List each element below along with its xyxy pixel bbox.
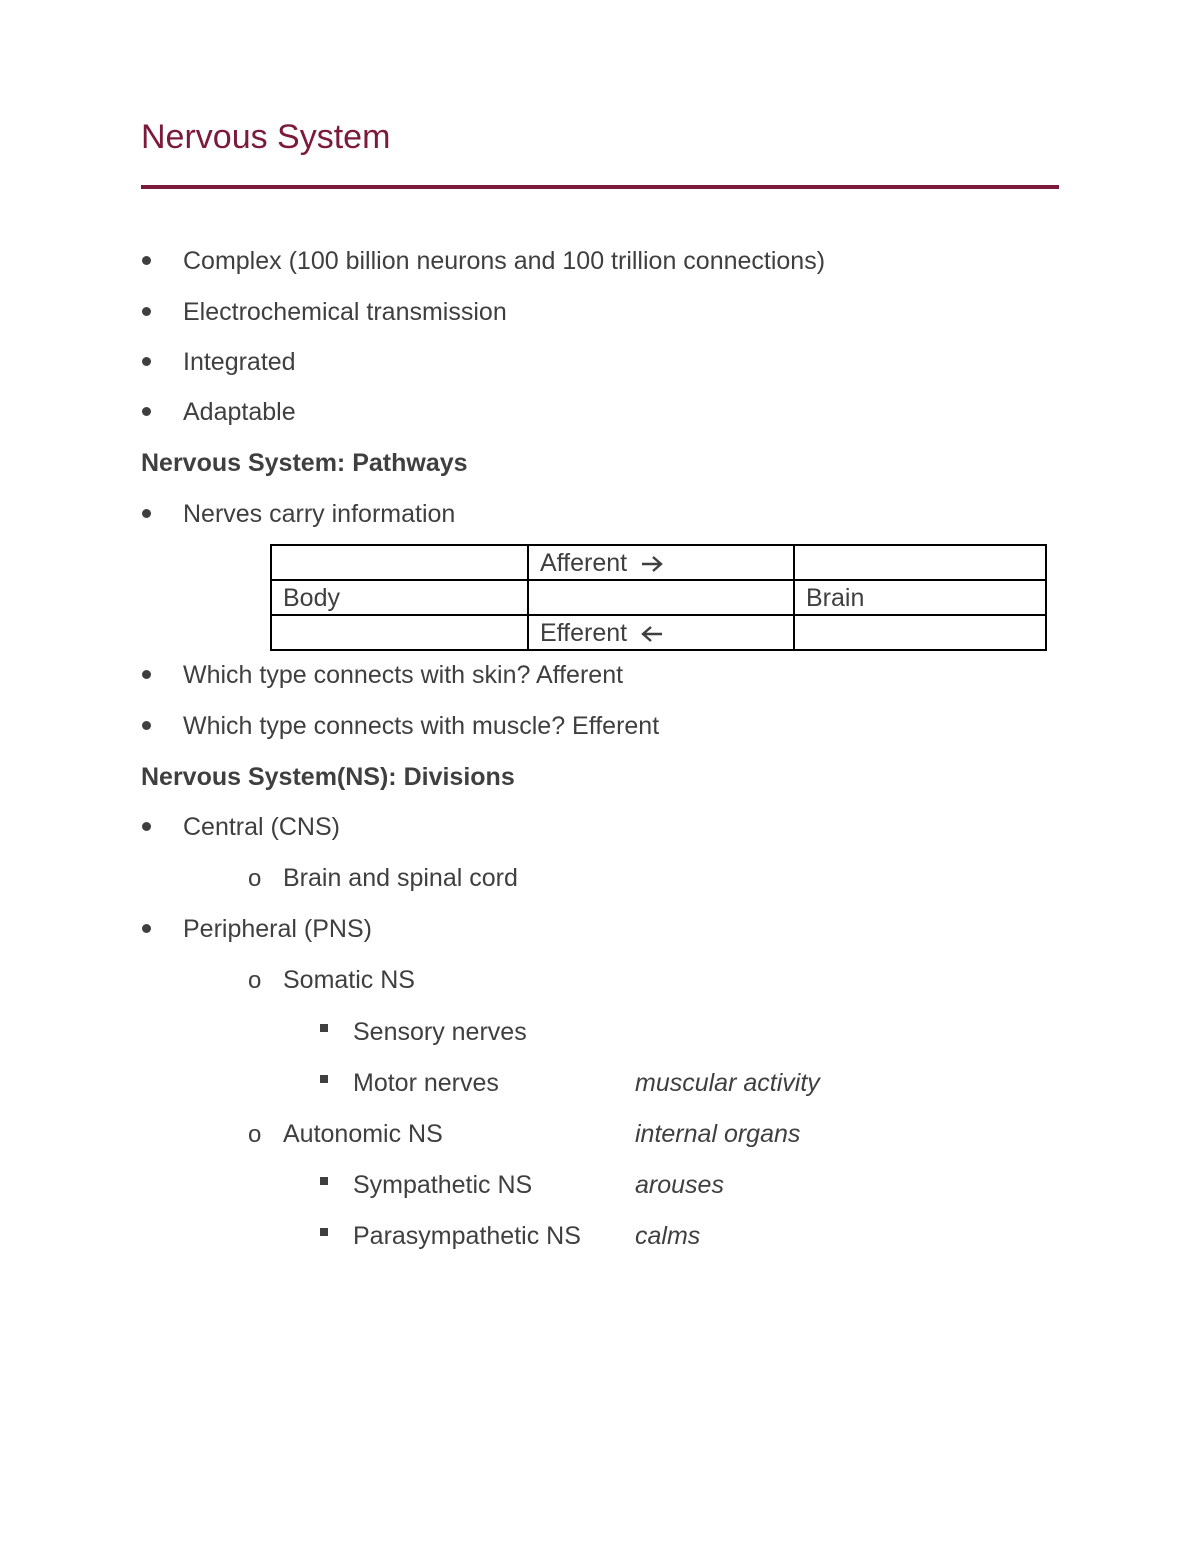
arrow-right-icon — [640, 554, 664, 574]
intro-bullet-adaptable: Adaptable — [183, 398, 296, 426]
title-underline — [141, 185, 1059, 189]
parasympathetic-item: Parasympathetic NS — [353, 1222, 581, 1250]
intro-bullet-complex: Complex (100 billion neurons and 100 trillion connections) — [183, 247, 826, 275]
efferent-label: Efferent — [540, 618, 628, 647]
bullet-dot — [142, 924, 151, 933]
bullet-dot — [142, 256, 151, 265]
table-cell-empty — [528, 580, 794, 615]
circle-bullet: o — [248, 865, 262, 892]
square-bullet — [320, 1024, 328, 1032]
table-cell-efferent — [528, 615, 794, 650]
motor-item: Motor nerves — [353, 1069, 499, 1097]
brain-label: Brain — [806, 583, 865, 612]
question-skin: Which type connects with skin? Afferent — [183, 661, 624, 689]
table-cell-empty — [271, 615, 528, 650]
table-row — [271, 580, 1046, 615]
bullet-dot — [142, 822, 151, 831]
table-cell-body — [271, 580, 528, 615]
page-title: Nervous System — [141, 118, 391, 156]
autonomic-item: Autonomic NS — [283, 1120, 443, 1148]
divisions-heading: Nervous System(NS): Divisions — [141, 763, 515, 791]
autonomic-note: internal organs — [635, 1120, 801, 1148]
table-cell-empty — [794, 615, 1046, 650]
parasympathetic-note: calms — [635, 1222, 701, 1250]
sympathetic-note: arouses — [635, 1171, 724, 1199]
square-bullet — [320, 1177, 328, 1185]
bullet-dot — [142, 670, 151, 679]
square-bullet — [320, 1228, 328, 1236]
central-item: Central (CNS) — [183, 813, 340, 841]
bullet-dot — [142, 407, 151, 416]
bullet-dot — [142, 357, 151, 366]
circle-bullet: o — [248, 1121, 262, 1148]
table-row — [271, 545, 1046, 580]
bullet-dot — [142, 307, 151, 316]
bullet-dot — [142, 509, 151, 518]
arrow-left-icon — [640, 624, 664, 644]
pathways-table — [270, 544, 1047, 651]
table-row — [271, 615, 1046, 650]
sensory-item: Sensory nerves — [353, 1018, 527, 1046]
peripheral-item: Peripheral (PNS) — [183, 915, 372, 943]
circle-bullet: o — [248, 967, 262, 994]
pathways-bullet-nerves: Nerves carry information — [183, 500, 456, 528]
intro-bullet-electrochemical: Electrochemical transmission — [183, 298, 507, 326]
pathways-heading: Nervous System: Pathways — [141, 449, 468, 477]
intro-bullet-integrated: Integrated — [183, 348, 296, 376]
square-bullet — [320, 1075, 328, 1083]
question-muscle: Which type connects with muscle? Efferent — [183, 712, 660, 740]
table-cell-empty — [794, 545, 1046, 580]
body-label: Body — [283, 583, 340, 612]
table-cell-afferent — [528, 545, 794, 580]
bullet-dot — [142, 721, 151, 730]
central-sub-item: Brain and spinal cord — [283, 864, 518, 892]
table-cell-brain — [794, 580, 1046, 615]
motor-note: muscular activity — [635, 1069, 820, 1097]
afferent-label: Afferent — [540, 548, 628, 577]
sympathetic-item: Sympathetic NS — [353, 1171, 533, 1199]
somatic-item: Somatic NS — [283, 966, 415, 994]
table-cell-empty — [271, 545, 528, 580]
